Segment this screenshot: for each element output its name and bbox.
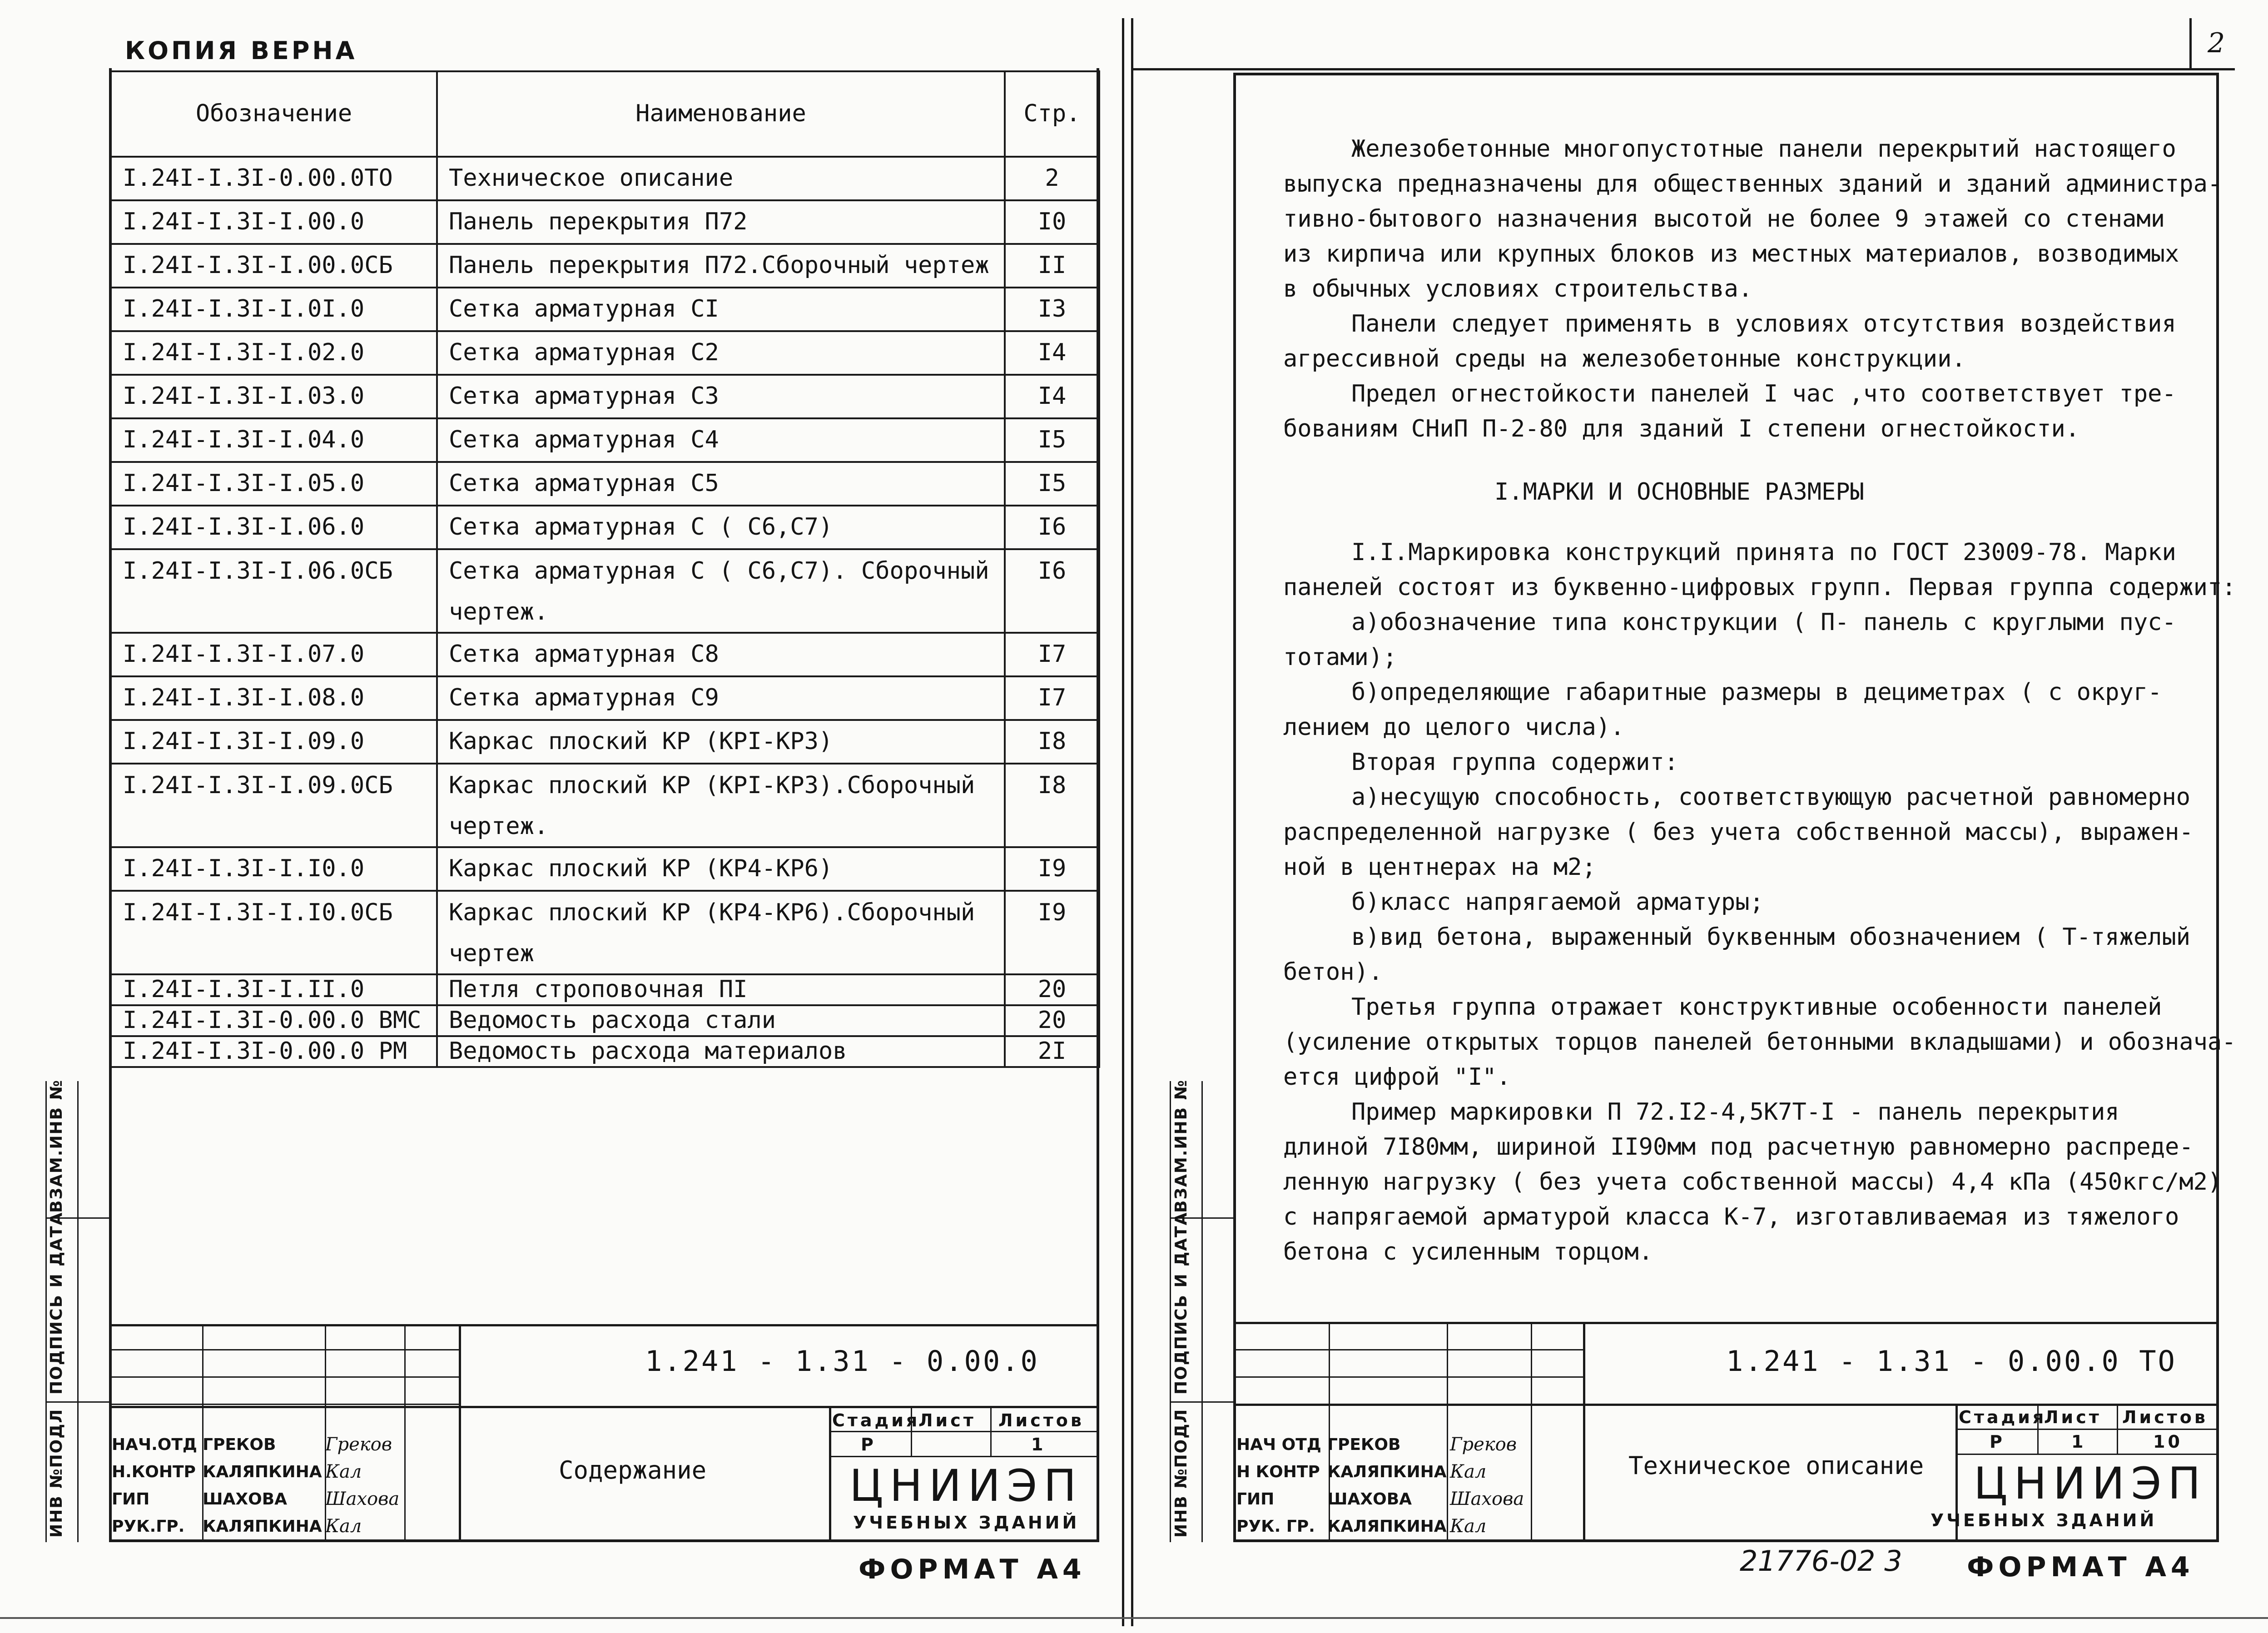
- left-stamp-mid: [109, 1406, 1099, 1408]
- contents-table: [110, 70, 1100, 1068]
- cell-designation: I.24I-I.3I-0.00.0 РМ: [111, 1036, 437, 1067]
- text-line: выпуска предназначены для общественных зданий и зданий администра-: [1283, 170, 2222, 198]
- scan-bottom-edge: [0, 1617, 2268, 1619]
- table-row: [111, 1005, 1099, 1036]
- right-org-main: ЦНИИЭП: [1974, 1458, 2207, 1509]
- cell-page: I6: [1005, 506, 1099, 549]
- left-stamp-divider: [459, 1324, 461, 1542]
- text-line: б)определяющие габаритные размеры в дециметрах ( с округ-: [1351, 679, 2162, 706]
- cell-name: Каркас плоский КР (КРI-КР3): [437, 720, 1005, 764]
- cell-page: 20: [1005, 974, 1099, 1005]
- stamp-name: КАЛЯПКИНА: [203, 1517, 322, 1536]
- table-row: [111, 331, 1099, 375]
- stamp-role: НАЧ ОТД: [1236, 1435, 1321, 1454]
- cell-page: I4: [1005, 375, 1099, 418]
- left-stage-value: Р: [861, 1434, 876, 1454]
- stamp-role: РУК.ГР.: [112, 1517, 185, 1536]
- cell-page: I3: [1005, 288, 1099, 331]
- cell-name-continuation: чертеж.: [437, 807, 1005, 847]
- cell-designation: I.24I-I.3I-I.0I.0: [111, 288, 437, 331]
- cell-designation: I.24I-I.3I-I.09.0СБ: [111, 764, 437, 807]
- text-line: в)вид бетона, выраженный буквенным обозначением ( Т-тяжелый: [1351, 923, 2191, 951]
- text-line: а)обозначение типа конструкции ( П- панель с круглыми пус-: [1351, 609, 2176, 636]
- cell-page: I5: [1005, 462, 1099, 506]
- text-line: (усиление открытых торцов панелей бетонными вкладышами) и обознача-: [1283, 1028, 2236, 1056]
- left-stage-col: [990, 1406, 992, 1456]
- left-label-inv-orig: ИНВ №ПОДЛ: [47, 1408, 66, 1538]
- cell-page: I9: [1005, 891, 1099, 934]
- stamp-role: Н КОНТР: [1236, 1462, 1320, 1481]
- table-row: [111, 676, 1099, 720]
- stamp-person-row: [1236, 1458, 1527, 1485]
- right-side-strip: [1170, 1081, 1171, 1542]
- cell-designation: I.24I-I.3I-0.00.0ТО: [111, 157, 437, 200]
- right-label-replace-inv: ВЗАМ.ИНВ №: [1172, 1079, 1191, 1213]
- cell-page: I7: [1005, 633, 1099, 676]
- left-stamp-col-line: [404, 1324, 406, 1542]
- header-designation: Обозначение: [111, 71, 437, 157]
- left-sheet-edge: [1122, 18, 1124, 1626]
- cell-designation: I.24I-I.3I-I.03.0: [111, 375, 437, 418]
- right-format: ФОРМАТ А4: [1967, 1551, 2194, 1583]
- table-row: [111, 462, 1099, 506]
- left-stage-line: [829, 1456, 1099, 1457]
- cell-name: Панель перекрытия П72.Сборочный чертеж: [437, 244, 1005, 288]
- table-row: [111, 720, 1099, 764]
- text-line: б)класс напрягаемой арматуры;: [1351, 888, 1764, 916]
- cell-designation: I.24I-I.3I-I.07.0: [111, 633, 437, 676]
- right-sheets-value: 10: [2153, 1432, 2183, 1452]
- left-label-replace-inv: ВЗАМ.ИНВ №: [47, 1079, 66, 1213]
- header-name: Наименование: [437, 71, 1005, 157]
- right-page-number: 2: [2208, 27, 2225, 59]
- right-stamp-col-line: [1531, 1322, 1532, 1542]
- table-row: [111, 891, 1099, 934]
- cell-page: I6: [1005, 549, 1099, 593]
- stamp-signature: Греков: [325, 1434, 392, 1455]
- right-stage-label: Стадия: [1959, 1407, 2047, 1427]
- text-line: распределенной нагрузке ( без учета собственной массы), выражен-: [1283, 819, 2194, 846]
- text-line: ленную нагрузку ( без учета собственной массы) 4,4 кПа (450кгс/м2): [1283, 1168, 2222, 1196]
- cell-name: Сетка арматурная C9: [437, 676, 1005, 720]
- cell-designation: I.24I-I.3I-I.05.0: [111, 462, 437, 506]
- cell-designation-empty: [111, 934, 437, 974]
- right-doc-code: 1.241 - 1.31 - 0.00.0 ТО: [1726, 1345, 2177, 1378]
- table-row: [111, 847, 1099, 891]
- text-line: бетон).: [1283, 958, 1383, 986]
- text-line: агрессивной среды на железобетонные конструкции.: [1283, 345, 1966, 372]
- cell-designation: I.24I-I.3I-I.00.0СБ: [111, 244, 437, 288]
- right-side-div2: [1170, 1401, 1233, 1403]
- stamp-name: ШАХОВА: [203, 1489, 287, 1509]
- cell-name: Ведомость расхода стали: [437, 1005, 1005, 1036]
- cell-page-empty: [1005, 807, 1099, 847]
- cell-page: I5: [1005, 418, 1099, 462]
- cell-name: Техническое описание: [437, 157, 1005, 200]
- stamp-name: КАЛЯПКИНА: [1327, 1462, 1447, 1481]
- cell-name: Панель перекрытия П72: [437, 200, 1005, 244]
- left-sheet-value: 1: [1031, 1434, 1046, 1454]
- cell-page: 2: [1005, 157, 1099, 200]
- cell-designation-empty: [111, 593, 437, 633]
- text-line: а)несущую способность, соответствующую расчетной равномерно: [1351, 784, 2191, 811]
- cell-designation: I.24I-I.3I-I.II.0: [111, 974, 437, 1005]
- left-sheets-label: Листов: [998, 1410, 1084, 1430]
- text-line: ется цифрой "I".: [1283, 1063, 1511, 1091]
- right-label-inv-orig: ИНВ №ПОДЛ: [1172, 1408, 1191, 1538]
- text-line: Предел огнестойкости панелей I час ,что соответствует тре-: [1351, 380, 2176, 407]
- text-line: I.I.Маркировка конструкций принята по ГОСТ 23009-78. Марки: [1351, 539, 2176, 566]
- stamp-signature: Кал: [1450, 1516, 1487, 1537]
- header-page: Стр.: [1005, 71, 1099, 157]
- cell-name: Каркас плоский КР (КРI-КР3).Сборочный: [437, 764, 1005, 807]
- left-label-sign-date: ПОДПИСЬ И ДАТА: [47, 1211, 66, 1395]
- stamp-role: ГИП: [112, 1489, 150, 1509]
- table-row: [111, 764, 1099, 807]
- cell-page: II: [1005, 244, 1099, 288]
- stamp-name: ШАХОВА: [1327, 1489, 1412, 1509]
- cell-designation: I.24I-I.3I-I.02.0: [111, 331, 437, 375]
- cell-name-continuation: чертеж: [437, 934, 1005, 974]
- right-stage-line: [1955, 1429, 2219, 1430]
- cell-designation: I.24I-I.3I-I.08.0: [111, 676, 437, 720]
- text-line: ной в центнерах на м2;: [1283, 854, 1596, 881]
- left-stamp-grid-line: [109, 1349, 459, 1350]
- cell-name: Сетка арматурная С ( С6,С7): [437, 506, 1005, 549]
- table-row: [111, 200, 1099, 244]
- right-body-text: [1283, 132, 2236, 1270]
- cell-page: I4: [1005, 331, 1099, 375]
- cell-page: I8: [1005, 720, 1099, 764]
- right-stamp-mid: [1233, 1404, 2219, 1406]
- stamp-signature: Шахова: [325, 1489, 400, 1509]
- right-sheet-edge: [1131, 18, 1133, 1626]
- cell-page-empty: [1005, 593, 1099, 633]
- left-stamp-grid-line: [109, 1404, 459, 1405]
- cell-page: 20: [1005, 1005, 1099, 1036]
- cell-designation: I.24I-I.3I-0.00.0 ВМС: [111, 1005, 437, 1036]
- table-row-continuation: [111, 593, 1099, 633]
- cell-name: Петля строповочная ПI: [437, 974, 1005, 1005]
- right-sheets-label: Листов: [2122, 1407, 2208, 1427]
- right-sheet-label: Лист: [2044, 1407, 2102, 1427]
- table-row: [111, 633, 1099, 676]
- cell-page: I9: [1005, 847, 1099, 891]
- text-line: бетона с усиленным торцом.: [1283, 1238, 1653, 1266]
- section-title: I.МАРКИ И ОСНОВНЫЕ РАЗМЕРЫ: [1494, 478, 1864, 506]
- table-row: [111, 974, 1099, 1005]
- cell-page: I8: [1005, 764, 1099, 807]
- cell-designation: I.24I-I.3I-I.06.0СБ: [111, 549, 437, 593]
- stamp-person-row: [112, 1485, 402, 1513]
- cell-designation: I.24I-I.3I-I.06.0: [111, 506, 437, 549]
- right-stamp-top: [1233, 1322, 2219, 1324]
- stamp-name: ГРЕКОВ: [203, 1435, 276, 1454]
- text-line: в обычных условиях строительства.: [1283, 275, 1753, 303]
- cell-name: Каркас плоский КР (КР4-КР6): [437, 847, 1005, 891]
- stamp-person-row: [1236, 1431, 1527, 1458]
- left-doc-code: 1.241 - 1.31 - 0.00.0: [645, 1345, 1039, 1378]
- cell-name: Сетка арматурная C8: [437, 633, 1005, 676]
- right-stamp-people: [1236, 1431, 1527, 1540]
- table-row: [111, 375, 1099, 418]
- left-stage-line: [829, 1431, 1099, 1432]
- text-line: бованиям СНиП П-2-80 для зданий I степени огнестойкости.: [1283, 415, 2080, 442]
- stamp-person-row: [112, 1458, 402, 1485]
- cell-page: I0: [1005, 200, 1099, 244]
- cell-designation: I.24I-I.3I-I.I0.0: [111, 847, 437, 891]
- left-side-inner: [77, 1081, 79, 1542]
- cell-page: 2I: [1005, 1036, 1099, 1067]
- cell-name: Каркас плоский КР (КР4-КР6).Сборочный: [437, 891, 1005, 934]
- left-format: ФОРМАТ А4: [859, 1554, 1086, 1585]
- stamp-signature: Кал: [325, 1516, 362, 1537]
- cell-designation: I.24I-I.3I-I.09.0: [111, 720, 437, 764]
- right-stage-value: Р: [1990, 1432, 2005, 1452]
- cell-name: Сетка арматурная C3: [437, 375, 1005, 418]
- table-row: [111, 157, 1099, 200]
- text-line: панелей состоят из буквенно-цифровых групп. Первая группа содержит:: [1283, 574, 2236, 601]
- stamp-person-row: [1236, 1513, 1527, 1540]
- stamp-name: КАЛЯПКИНА: [203, 1462, 322, 1481]
- text-line: из кирпича или крупных блоков из местных материалов, возводимых: [1283, 240, 2179, 268]
- table-row: [111, 506, 1099, 549]
- left-stamp-title: Содержание: [559, 1456, 707, 1484]
- left-side-strip: [45, 1081, 47, 1542]
- right-org-sub: УЧЕБНЫХ ЗДАНИЙ: [1931, 1510, 2157, 1530]
- text-line: тотами);: [1283, 644, 1397, 671]
- table-row-continuation: [111, 934, 1099, 974]
- text-line: тивно-бытового назначения высотой не более 9 этажей со стенами: [1283, 205, 2165, 233]
- text-line: Пример маркировки П 72.I2-4,5К7Т-I - панель перекрытия: [1351, 1098, 2119, 1126]
- stamp-role: РУК. ГР.: [1236, 1517, 1315, 1536]
- cell-name: Сетка арматурная C5: [437, 462, 1005, 506]
- left-org-sub: УЧЕБНЫХ ЗДАНИЙ: [853, 1513, 1080, 1533]
- text-line: Железобетонные многопустотные панели перекрытий настоящего: [1351, 135, 2176, 163]
- text-line: лением до целого числа).: [1283, 714, 1625, 741]
- table-row: [111, 418, 1099, 462]
- right-label-sign-date: ПОДПИСЬ И ДАТА: [1172, 1211, 1191, 1395]
- stamp-name: ГРЕКОВ: [1327, 1435, 1401, 1454]
- left-sheet-label: Лист: [918, 1410, 976, 1430]
- table-row: [111, 244, 1099, 288]
- table-row: [111, 1036, 1099, 1067]
- left-stamp-people: [112, 1431, 402, 1540]
- cell-name: Сетка арматурная C2: [437, 331, 1005, 375]
- right-sheet-value: 1: [2071, 1432, 2086, 1452]
- cell-designation: I.24I-I.3I-I.04.0: [111, 418, 437, 462]
- right-page-box: [2189, 18, 2192, 68]
- stamp-name: КАЛЯПКИНА: [1327, 1517, 1447, 1536]
- left-stage-label: Стадия: [832, 1410, 920, 1430]
- stamp-person-row: [1236, 1485, 1527, 1513]
- right-top-line: [1131, 68, 2235, 70]
- left-stamp-top: [109, 1324, 1099, 1326]
- cell-designation: I.24I-I.3I-I.I0.0СБ: [111, 891, 437, 934]
- stamp-signature: Кал: [1450, 1461, 1487, 1482]
- text-line: Вторая группа содержит:: [1351, 749, 1679, 776]
- cell-name: Сетка арматурная CI: [437, 288, 1005, 331]
- text-line: Панели следует применять в условиях отсутствия воздействия: [1351, 310, 2176, 338]
- left-stage-divider: [829, 1406, 831, 1542]
- cell-page-empty: [1005, 934, 1099, 974]
- left-stamp-grid-line: [109, 1376, 459, 1378]
- right-stamp-divider: [1583, 1322, 1585, 1542]
- right-side-inner: [1201, 1081, 1203, 1542]
- right-stage-col: [2117, 1404, 2118, 1454]
- cell-page: I7: [1005, 676, 1099, 720]
- stamp-signature: Греков: [1450, 1434, 1517, 1455]
- cell-designation-empty: [111, 807, 437, 847]
- cell-designation: I.24I-I.3I-I.00.0: [111, 200, 437, 244]
- copy-mark: КОПИЯ ВЕРНА: [125, 36, 357, 65]
- stamp-role: Н.КОНТР: [112, 1462, 196, 1481]
- right-stage-line: [1955, 1454, 2219, 1455]
- table-row-continuation: [111, 807, 1099, 847]
- stamp-role: ГИП: [1236, 1489, 1275, 1509]
- text-line: Третья группа отражает конструктивные особенности панелей: [1351, 993, 2162, 1021]
- archive-number: 21776-02 3: [1740, 1544, 1902, 1578]
- cell-name-continuation: чертеж.: [437, 593, 1005, 633]
- stamp-role: НАЧ.ОТД: [112, 1435, 197, 1454]
- cell-name: Ведомость расхода материалов: [437, 1036, 1005, 1067]
- cell-name: Сетка арматурная C4: [437, 418, 1005, 462]
- stamp-person-row: [112, 1431, 402, 1458]
- cell-name: Сетка арматурная С ( С6,С7). Сборочный: [437, 549, 1005, 593]
- text-line: длиной 7I80мм, шириной II90мм под расчетную равномерно распреде-: [1283, 1133, 2194, 1161]
- table-row: [111, 549, 1099, 593]
- text-line: с напрягаемой арматурой класса К-7, изготавливаемая из тяжелого: [1283, 1203, 2179, 1231]
- right-stamp-title: Техническое описание: [1628, 1451, 1924, 1480]
- left-org-main: ЦНИИЭП: [849, 1460, 1083, 1511]
- stamp-person-row: [112, 1513, 402, 1540]
- stamp-signature: Шахова: [1450, 1489, 1524, 1509]
- table-row: [111, 288, 1099, 331]
- stamp-signature: Кал: [325, 1461, 362, 1482]
